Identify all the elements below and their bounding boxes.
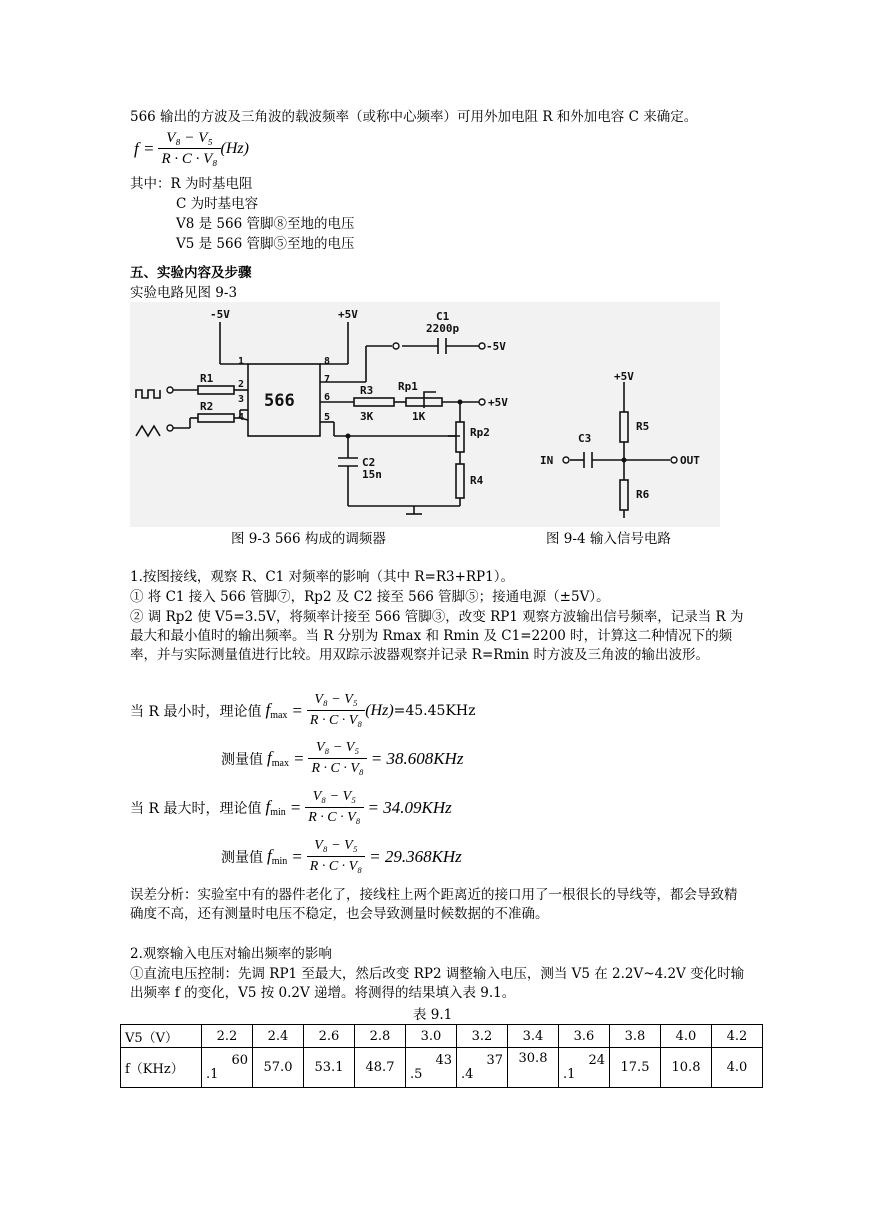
label-c1: C1 bbox=[436, 310, 450, 323]
where-item-v8: V8 是 566 管脚⑧至地的电压 bbox=[176, 216, 355, 232]
label-neg5v: -5V bbox=[210, 308, 230, 321]
eq1-result: =45.45KHz bbox=[393, 702, 476, 719]
eq1-prefix: 当 R 最小时，理论值 bbox=[130, 703, 262, 720]
table-cell: 2.6 bbox=[304, 1025, 355, 1048]
step1-item1: ① 将 C1 接入 566 管脚⑦，Rp2 及 C2 接至 566 管脚⑤；接通电源（±5V）。 bbox=[130, 589, 610, 605]
table-row bbox=[121, 1048, 763, 1088]
label-out: OUT bbox=[680, 454, 700, 467]
eq3-result: = 34.09KHz bbox=[367, 797, 452, 817]
label-pos5v-in: +5V bbox=[614, 370, 634, 383]
table-cell: 57.0 bbox=[253, 1048, 304, 1088]
formula-lhs: f = bbox=[134, 138, 155, 158]
label-chip: 566 bbox=[264, 391, 295, 411]
section-heading: 五、实验内容及步骤 bbox=[130, 265, 252, 281]
table-cell: 3.0 bbox=[406, 1025, 457, 1048]
table-cell: 17.5 bbox=[610, 1048, 661, 1088]
formula-denominator: R · C · V₈ bbox=[161, 151, 218, 167]
label-rp1: Rp1 bbox=[398, 380, 418, 393]
pin-5: 5 bbox=[324, 412, 331, 423]
eq3-fraction: $\frac{\text{V₈ − V₅}}{\text{R · C · V₈}}$ bbox=[305, 787, 363, 828]
label-c2: C2 bbox=[362, 456, 376, 469]
pin-8: 8 bbox=[324, 356, 331, 367]
table-cell: 3.2 bbox=[457, 1025, 508, 1048]
eq4-fraction: $\frac{\text{V₈ − V₅}}{\text{R · C · V₈}}$ bbox=[307, 836, 365, 877]
fmax-symbol: $f_{max}$ bbox=[265, 700, 288, 721]
intro-line: 566 输出的方波及三角波的载波频率（或称中心频率）可用外加电阻 R 和外加电容 C 来确定。 bbox=[130, 109, 698, 125]
table-cell: 4.2 bbox=[712, 1025, 763, 1048]
eq2-fraction: $\frac{\text{V₈ − V₅}}{\text{R · C · V₈}}$ bbox=[308, 738, 366, 779]
label-r4: R4 bbox=[470, 474, 484, 487]
label-r2: R2 bbox=[200, 400, 214, 413]
eq2-prefix: 测量值 bbox=[221, 751, 263, 768]
table-cell: 2.4 bbox=[253, 1025, 304, 1048]
table-cell: 60 .1 bbox=[202, 1048, 253, 1088]
label-r5: R5 bbox=[636, 420, 650, 433]
section-intro: 实验电路见图 9-3 bbox=[130, 285, 238, 301]
table-row bbox=[121, 1025, 763, 1048]
step2-title: 2.观察输入电压对输出频率的影响 bbox=[130, 946, 332, 962]
label-in: IN bbox=[540, 454, 554, 467]
table-cell: 43 .5 bbox=[406, 1048, 457, 1088]
eq-fmin-theory: 当 R 最大时，理论值 $f_{min}$ = $\frac{\text{V₈ − V₅}}{\text{R · C · V₈}}$ = 34.09KHz bbox=[130, 787, 452, 828]
label-pos5v-right: +5V bbox=[488, 396, 508, 409]
pin-6: 6 bbox=[324, 392, 331, 403]
caption-fig-9-3: 图 9-3 566 构成的调频器 bbox=[231, 531, 386, 547]
pin-3: 3 bbox=[238, 394, 245, 405]
caption-fig-9-4: 图 9-4 输入信号电路 bbox=[546, 531, 671, 547]
eq2-result: = 38.608KHz bbox=[370, 748, 464, 768]
eq1-fraction: $\frac{\text{V₈ − V₅}}{\text{R · C · V₈}}$ bbox=[307, 690, 365, 731]
where-item-v5: V5 是 566 管脚⑤至地的电压 bbox=[176, 236, 355, 252]
pin-4: 4 bbox=[238, 412, 245, 423]
eq-fmin-measured: 测量值 $f_{min}$ = $\frac{\text{V₈ − V₅}}{\text{R · C · V₈}}$ = 29.368KHz bbox=[221, 836, 462, 877]
pin-1: 1 bbox=[238, 356, 245, 367]
table-cell: 10.8 bbox=[661, 1048, 712, 1088]
label-c1-val: 2200p bbox=[426, 322, 460, 335]
table-cell: f（KHz） bbox=[121, 1048, 202, 1088]
label-rp2: Rp2 bbox=[470, 426, 490, 439]
table-cell: 53.1 bbox=[304, 1048, 355, 1088]
eq4-prefix: 测量值 bbox=[221, 849, 263, 866]
label-r3-val: 3K bbox=[360, 410, 374, 423]
step2-item1: ①直流电压控制：先调 RP1 至最大，然后改变 RP2 调整输入电压，测当 V5 在 2.2V~4.2V 变化时输出频率 f 的变化，V5 按 0.2V 递增。将测得的结果填入表 9.1。 bbox=[130, 966, 745, 1001]
table-cell: 3.8 bbox=[610, 1025, 661, 1048]
label-r1: R1 bbox=[200, 372, 214, 385]
label-c3: C3 bbox=[578, 432, 592, 445]
circuit-figure bbox=[130, 302, 720, 527]
label-neg5v-c1: -5V bbox=[486, 340, 506, 353]
label-c2-val: 15n bbox=[362, 468, 382, 481]
formula-unit: (Hz) bbox=[220, 139, 249, 157]
label-rp1-val: 1K bbox=[412, 410, 426, 423]
eq3-prefix: 当 R 最大时，理论值 bbox=[130, 800, 262, 817]
table-cell: 48.7 bbox=[355, 1048, 406, 1088]
table-cell: 2.2 bbox=[202, 1025, 253, 1048]
label-r3: R3 bbox=[360, 384, 374, 397]
table-cell: 3.4 bbox=[508, 1025, 559, 1048]
where-item-c: C 为时基电容 bbox=[176, 196, 259, 212]
table-caption: 表 9.1 bbox=[413, 1007, 453, 1023]
formula-fraction bbox=[158, 128, 220, 169]
table-cell: 2.8 bbox=[355, 1025, 406, 1048]
eq-fmax-theory: 当 R 最小时，理论值 $f_{max}$ = $\frac{\text{V₈ − V₅}}{\text{R · C · V₈}}$ (Hz) =45.45KHz bbox=[130, 690, 476, 731]
circuit-diagram bbox=[130, 302, 720, 527]
table-cell: V5（V） bbox=[121, 1025, 202, 1048]
formula-numerator: V₈ − V₅ bbox=[158, 128, 220, 149]
table-cell: 37 .4 bbox=[457, 1048, 508, 1088]
pin-7: 7 bbox=[324, 374, 331, 385]
table-cell: 30.8 bbox=[508, 1048, 559, 1088]
frequency-formula bbox=[134, 128, 249, 169]
table-cell: 24 .1 bbox=[559, 1048, 610, 1088]
data-table bbox=[120, 1024, 763, 1088]
eq-fmax-measured: 测量值 $f_{max}$ = $\frac{\text{V₈ − V₅}}{\text{R · C · V₈}}$ = 38.608KHz bbox=[221, 738, 463, 779]
error-analysis: 误差分析：实验室中有的器件老化了，接线柱上两个距离近的接口用了一根很长的导线等，都会导致精确度不高，还有测量时电压不稳定，也会导致测量时候数据的不准确。 bbox=[130, 887, 738, 922]
table-cell: 3.6 bbox=[559, 1025, 610, 1048]
table-cell: 4.0 bbox=[661, 1025, 712, 1048]
step1-title: 1.按图接线，观察 R、C1 对频率的影响（其中 R=R3+RP1）。 bbox=[130, 569, 514, 585]
label-r6: R6 bbox=[636, 488, 650, 501]
step1-item2: ② 调 Rp2 使 V5=3.5V，将频率计接至 566 管脚③，改变 RP1 观察方波输出信号频率，记录当 R 为最大和最小值时的输出频率。当 R 分别为 Rmax 和 Rmin 及 C1=2200 时，计算这二种情况下的频率，并与实际测量值进行比较。用双踪示波器观察并记录 R=Rmin 时方波及三角波的输出波形。 bbox=[130, 609, 744, 663]
label-pos5v-top: +5V bbox=[338, 308, 358, 321]
where-label: 其中：R 为时基电阻 bbox=[130, 176, 253, 192]
eq4-result: = 29.368KHz bbox=[369, 846, 462, 866]
pin-2: 2 bbox=[238, 379, 245, 390]
table-cell: 4.0 bbox=[712, 1048, 763, 1088]
